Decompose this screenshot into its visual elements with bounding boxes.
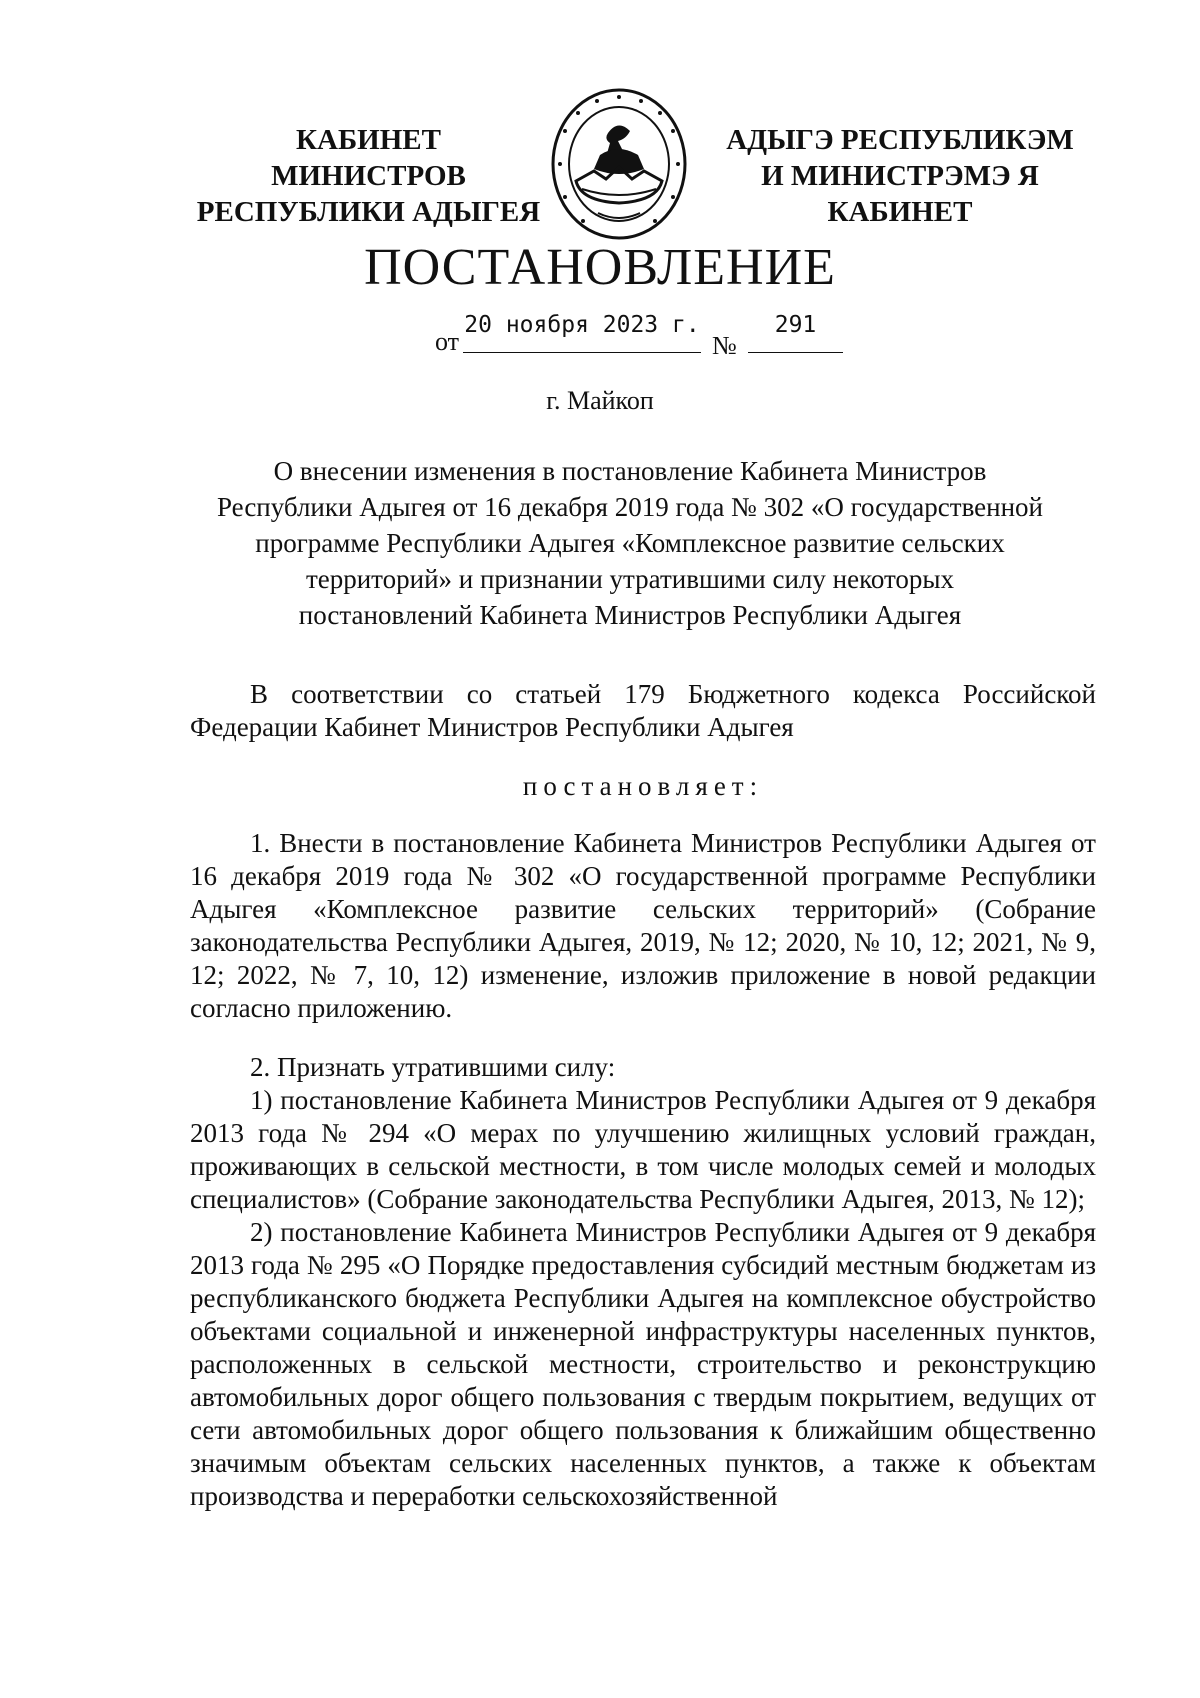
- subject-line: постановлений Кабинета Министров Республики Адыгея: [298, 600, 962, 630]
- resolves-heading: постановляет:: [522, 771, 764, 801]
- issuer-adyghe-line1: АДЫГЭ РЕСПУБЛИКЭМ: [726, 124, 1074, 156]
- issuer-russian-line1: КАБИНЕТ МИНИСТРОВ: [271, 124, 466, 192]
- issuer-adyghe-line2: И МИНИСТРЭМЭ Я КАБИНЕТ: [761, 160, 1039, 228]
- preamble-paragraph: В соответствии со статьей 179 Бюджетного кодекса Российской Федерации Кабинет Министров Республики Адыгея: [190, 679, 1096, 742]
- item-2-paragraph: 2. Признать утратившими силу:: [250, 1052, 616, 1082]
- subject-line: территорий» и признании утратившими силу некоторых: [305, 564, 955, 594]
- issuer-adyghe: [700, 122, 1100, 230]
- document-body: [190, 678, 1096, 1513]
- document-header: [0, 110, 1200, 240]
- issuer-russian-line2: РЕСПУБЛИКИ АДЫГЕЯ: [196, 196, 541, 228]
- issuer-russian: [196, 122, 541, 230]
- item-2-1-paragraph: 1) постановление Кабинета Министров Республики Адыгея от 9 декабря 2013 года № 294 «О мерах по улучшению жилищных условий граждан, проживающих в сельской местности, в том числе молодых семей и молодых специалистов» (Собрание законодательства Республики Адыгея, 2013, № 12);: [190, 1085, 1096, 1214]
- date-prefix: от: [435, 327, 460, 356]
- subject-line: программе Республики Адыгея «Комплексное развитие сельских: [255, 528, 1005, 558]
- date-number-line: [0, 312, 1200, 362]
- document-type-title: ПОСТАНОВЛЕНИЕ: [364, 239, 836, 296]
- date-underline: [463, 352, 701, 353]
- number-underline: [748, 352, 843, 353]
- document-city: г. Майкоп: [546, 386, 654, 415]
- subject-line: О внесении изменения в постановление Кабинета Министров: [273, 456, 987, 486]
- item-1-paragraph: 1. Внести в постановление Кабинета Министров Республики Адыгея от 16 декабря 2019 года № 302 «О государственной программе Республики Адыгея «Комплексное развитие сельских территорий» (Собрание законодательства Республики Адыгея, 2019, № 12; 2020, № 10, 12; 2021, № 9, 12; 2022, № 7, 10, 12) изменение, изложив приложение в новой редакции согласно приложению.: [190, 828, 1096, 1023]
- document-date: 20 ноября 2023 г.: [464, 312, 700, 338]
- subject-line: Республики Адыгея от 16 декабря 2019 года № 302 «О государственной: [217, 492, 1043, 522]
- document-subject: [170, 453, 1090, 633]
- number-prefix: №: [712, 331, 737, 360]
- document-number: 291: [774, 312, 817, 338]
- coat-of-arms-emblem-icon: [548, 85, 690, 243]
- item-2-2-paragraph: 2) постановление Кабинета Министров Республики Адыгея от 9 декабря 2013 года № 295 «О Порядке предоставления субсидий местным бюджетам из республиканского бюджета Республики Адыгея на комплексное обустройство объектами социальной и инженерной инфраструктуры населенных пунктов, расположенных в сельской местности, строительство и реконструкцию автомобильных дорог общего пользования с твердым покрытием, ведущих от сети автомобильных дорог общего пользования к ближайшим общественно значимым объектам сельских населенных пунктов, а также к объектам производства и переработки сельскохозяйственной: [190, 1217, 1096, 1511]
